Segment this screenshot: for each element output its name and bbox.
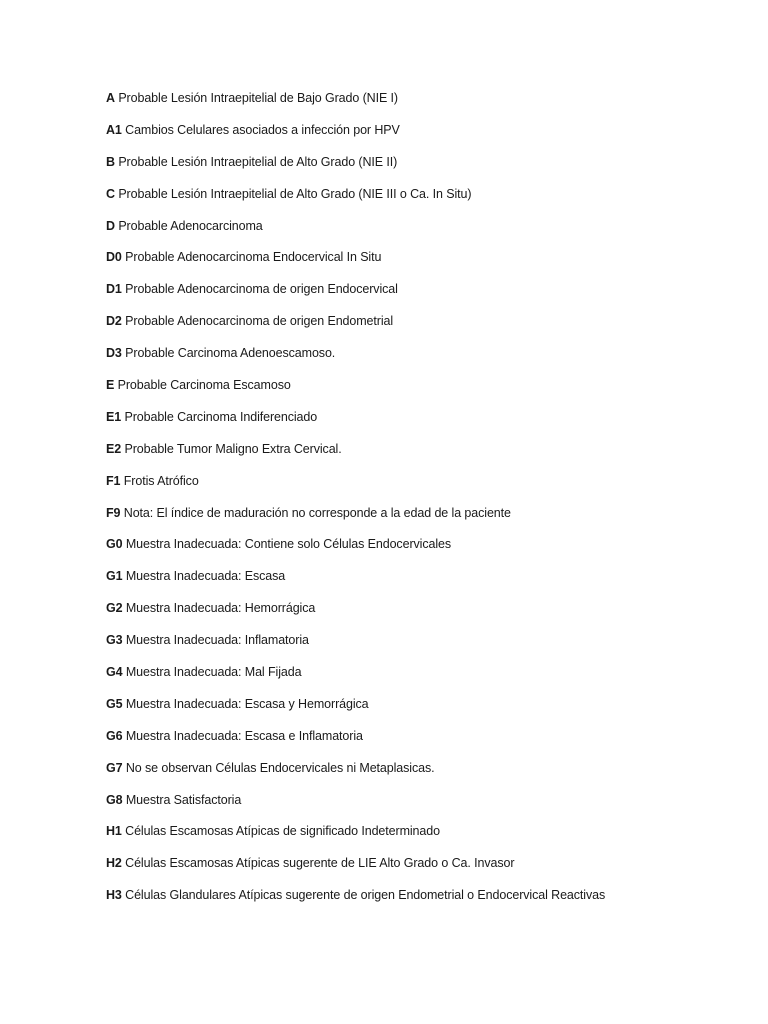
list-item [106,88,746,120]
entry-code: G8 [106,792,123,807]
entry-code: A1 [106,122,122,137]
list-item [106,120,746,152]
entry-code: A [106,91,115,105]
entry-code: F9 [106,505,121,520]
entry-code: D3 [106,346,122,361]
entry-description: Frotis Atrófico [123,473,199,488]
list-item [106,311,746,343]
list-item [106,471,746,503]
list-item [106,184,746,216]
entry-description: Células Escamosas Atípicas de significado Indeterminado [125,824,440,839]
entry-code: C [106,186,115,201]
list-item [106,279,746,311]
entry-description: Células Escamosas Atípicas sugerente de LIE Alto Grado o Ca. Invasor [125,856,515,871]
entry-description: Probable Carcinoma Indiferenciado [124,409,318,424]
list-item [106,885,746,917]
list-item [106,503,746,535]
entry-code: G5 [106,696,123,711]
list-item [106,758,746,790]
entry-code: D2 [106,314,122,329]
entry-description: Muestra Inadecuada: Escasa y Hemorrágica [125,696,369,711]
entry-code: F1 [106,473,121,488]
entry-code: D1 [106,282,122,297]
list-item [106,566,746,598]
entry-description: Probable Tumor Maligno Extra Cervical. [124,441,342,456]
entry-code: E [106,378,115,393]
entry-code: H2 [106,856,122,871]
code-list [106,88,746,917]
list-item [106,726,746,758]
entry-description: Muestra Inadecuada: Inflamatoria [125,633,309,648]
entry-code: G6 [106,728,123,743]
entry-description: Probable Carcinoma Adenoescamoso. [125,346,336,361]
entry-description: No se observan Células Endocervicales ni Metaplasicas. [125,760,435,775]
list-item [106,407,746,439]
entry-description: Probable Adenocarcinoma de origen Endocervical [125,282,398,297]
entry-description: Probable Lesión Intraepitelial de Alto Grado (NIE II) [118,154,398,169]
entry-description: Muestra Inadecuada: Hemorrágica [125,601,316,616]
list-item [106,790,746,822]
entry-description: Probable Adenocarcinoma Endocervical In Situ [125,250,382,265]
entry-description: Muestra Inadecuada: Escasa e Inflamatoria [125,728,363,743]
list-item [106,343,746,375]
list-item [106,821,746,853]
entry-description: Muestra Inadecuada: Contiene solo Células Endocervicales [125,537,452,552]
entry-code: G7 [106,760,123,775]
list-item [106,216,746,248]
list-item [106,439,746,471]
entry-code: G3 [106,633,123,648]
entry-description: Probable Carcinoma Escamoso [117,378,291,393]
list-item [106,694,746,726]
entry-description: Muestra Inadecuada: Mal Fijada [125,665,302,680]
entry-code: H1 [106,824,122,839]
list-item [106,375,746,407]
entry-code: G0 [106,537,123,552]
list-item [106,534,746,566]
list-item [106,598,746,630]
list-item [106,662,746,694]
entry-code: E2 [106,441,122,456]
entry-code: E1 [106,409,122,424]
entry-description: Muestra Satisfactoria [125,792,242,807]
entry-code: D0 [106,250,122,265]
entry-description: Probable Adenocarcinoma [118,218,263,233]
entry-description: Cambios Celulares asociados a infección por HPV [125,122,400,137]
list-item [106,247,746,279]
entry-code: H3 [106,888,122,903]
entry-code: B [106,154,115,169]
list-item [106,630,746,662]
entry-code: G2 [106,601,123,616]
entry-code: G1 [106,569,123,584]
entry-description: Muestra Inadecuada: Escasa [125,569,286,584]
entry-description: Probable Adenocarcinoma de origen Endometrial [125,314,394,329]
entry-description: Probable Lesión Intraepitelial de Alto Grado (NIE III o Ca. In Situ) [118,186,472,201]
entry-code: D [106,218,115,233]
list-item [106,152,746,184]
list-item [106,853,746,885]
entry-code: G4 [106,665,123,680]
entry-description: Células Glandulares Atípicas sugerente de origen Endometrial o Endocervical Reactivas [125,888,606,903]
entry-description: Probable Lesión Intraepitelial de Bajo Grado (NIE I) [118,91,398,105]
entry-description: Nota: El índice de maduración no corresponde a la edad de la paciente [123,505,511,520]
